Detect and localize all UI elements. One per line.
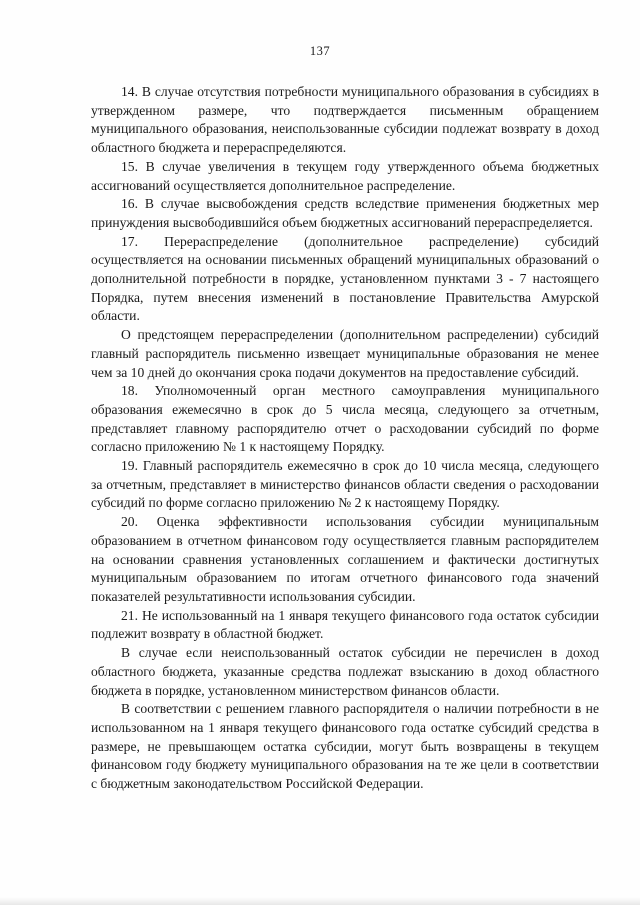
document-body bbox=[91, 83, 599, 794]
paragraph-18: 18. Уполномоченный орган местного самоуправления муниципального образования ежемесячно в срок до 5 числа месяца, следующего за отчетным, представляет главному распорядителю отчет о расходовании субсидий по форме согласно приложению № 1 к настоящему Порядку. bbox=[91, 383, 599, 455]
paragraph-21: 21. Не использованный на 1 января текущего финансового года остаток субсидии подлежит возврату в областной бюджет. bbox=[91, 607, 599, 642]
paragraph-20: 20. Оценка эффективности использования субсидии муниципальным образованием в отчетном финансовом году осуществляется главным распорядителем на основании сравнения установленных соглашением и фактически достигнутых муниципальным образованием по итогам отчетного финансового года значений показателей результативности использования субсидии. bbox=[91, 514, 599, 604]
paragraph-21-recovery: В случае если неиспользованный остаток субсидии не перечислен в доход областного бюджета, указанные средства подлежат взысканию в доход областного бюджета в порядке, установленном министерством финансов области. bbox=[91, 645, 599, 698]
paragraph-17-notice: О предстоящем перераспределении (дополнительном распределении) субсидий главный распорядитель письменно извещает муниципальные образования не менее чем за 10 дней до окончания срока подачи документов на предоставление субсидий. bbox=[91, 327, 599, 380]
paragraph-16: 16. В случае высвобождения средств вследствие применения бюджетных мер принуждения высвободившийся объем бюджетных ассигнований перераспределяется. bbox=[91, 196, 599, 230]
page-bottom-edge bbox=[0, 897, 640, 905]
page-number: 137 bbox=[309, 44, 331, 58]
paragraph-15: 15. В случае увеличения в текущем году утвержденного объема бюджетных ассигнований осуществляется дополнительное распределение. bbox=[91, 158, 599, 193]
paragraph-17: 17. Перераспределение (дополнительное распределение) субсидий осуществляется на основании письменных обращений муниципальных образований о дополнительной потребности в порядке, установленном пунктами 3 - 7 настоящего Порядка, путем внесения изменений в постановление Правительства Амурской области. bbox=[91, 233, 599, 324]
paragraph-14: 14. В случае отсутствия потребности муниципального образования в субсидиях в утвержденном размере, что подтверждается письменным обращением муниципального образования, неиспользованные субсидии подлежат возврату в доход областного бюджета и перераспределяются. bbox=[91, 84, 599, 156]
paragraph-21-return: В соответствии с решением главного распорядителя о наличии потребности в не использованном на 1 января текущего финансового года остатке субсидий средства в размере, не превышающем остатка субсидии, могут быть возвращены в текущем финансовом году бюджету муниципального образования на те же цели в соответствии с бюджетным законодательством Российской Федерации. bbox=[91, 701, 599, 792]
paragraph-19: 19. Главный распорядитель ежемесячно в срок до 10 числа месяца, следующего за отчетным, представляет в министерство финансов области сведения о расходовании субсидий по форме согласно приложению № 2 к настоящему Порядку. bbox=[91, 458, 599, 511]
